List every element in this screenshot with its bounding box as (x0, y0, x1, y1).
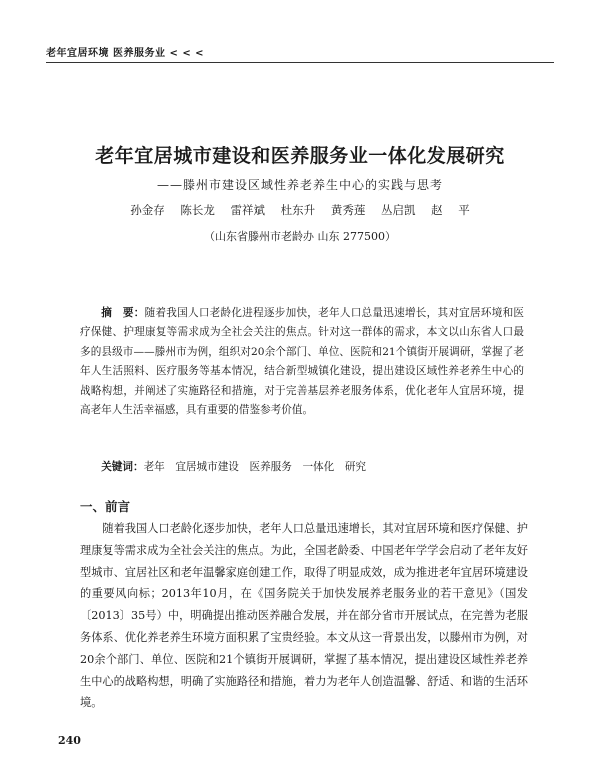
page-number: 240 (58, 734, 81, 747)
article-title: 老年宜居城市建设和医养服务业一体化发展研究 (95, 145, 505, 167)
abstract-text: 随着我国人口老龄化进程逐步加快，老年人口总量迅速增长，其对宜居环境和医疗保健、护理康复等需求成为全社会关注的焦点。针对这一群体的需求，本文以山东省人口最多的县级市——滕州市为例，组织对20余个部门、单位、医院和21个镇街开展调研，掌握了老年人生活照料、医疗服务等基本情况，结合新型城镇化建设，提出建设区域性养老养生中心的战略构想，并阐述了实施路径和措施，对于完善基层养老服务体系，优化老年人宜居环境，提高老年人生活幸福感，具有重要的借鉴参考价值。 (80, 307, 525, 417)
author-list: 孙金存 陈长龙 雷祥斌 杜东升 黄秀莲 丛启凯 赵 平 (130, 203, 470, 217)
keywords (80, 459, 524, 474)
section-heading: 一、前言 (80, 499, 131, 514)
affiliation: （山东省滕州市老龄办 山东 277500） (204, 230, 396, 243)
abstract-label: 摘 要： (101, 307, 145, 319)
keywords-label: 关键词： (101, 461, 144, 473)
header-divider (46, 62, 554, 63)
article-subtitle: ——滕州市建设区域性养老养生中心的实践与思考 (156, 178, 443, 192)
abstract (80, 304, 524, 420)
keywords-text: 老年 宜居城市建设 医养服务 一体化 研究 (143, 461, 367, 473)
section-body: 随着我国人口老龄化逐步加快，老年人口总量迅速增长，其对宜居环境和医疗保健、护理康复等需求成为全社会关注的焦点。为此，全国老龄委、中国老年学学会启动了老年友好型城市、宜居社区和老年温馨家庭创建工作，取得了明显成效，成为推进老年宜居环境建设的重要风向标；2013年10月，在《国务院关于加快发展养老服务业的若干意见》（国发〔2013〕35号）中，明确提出推动医养融合发展，并在部分省市开展试点，在完善为老服务体系、优化养老养生环境方面积累了宝贵经验。本文从这一背景出发，以滕州市为例，对20余个部门、单位、医院和21个镇街开展调研，掌握了基本情况，提出建设区域性养老养生中心的战略构想，明确了实施路径和措施，着力为老年人创造温馨、舒适、和谐的生活环境。 (80, 522, 528, 710)
running-header: 老年宜居环境 医养服务业 < < < (46, 48, 205, 59)
